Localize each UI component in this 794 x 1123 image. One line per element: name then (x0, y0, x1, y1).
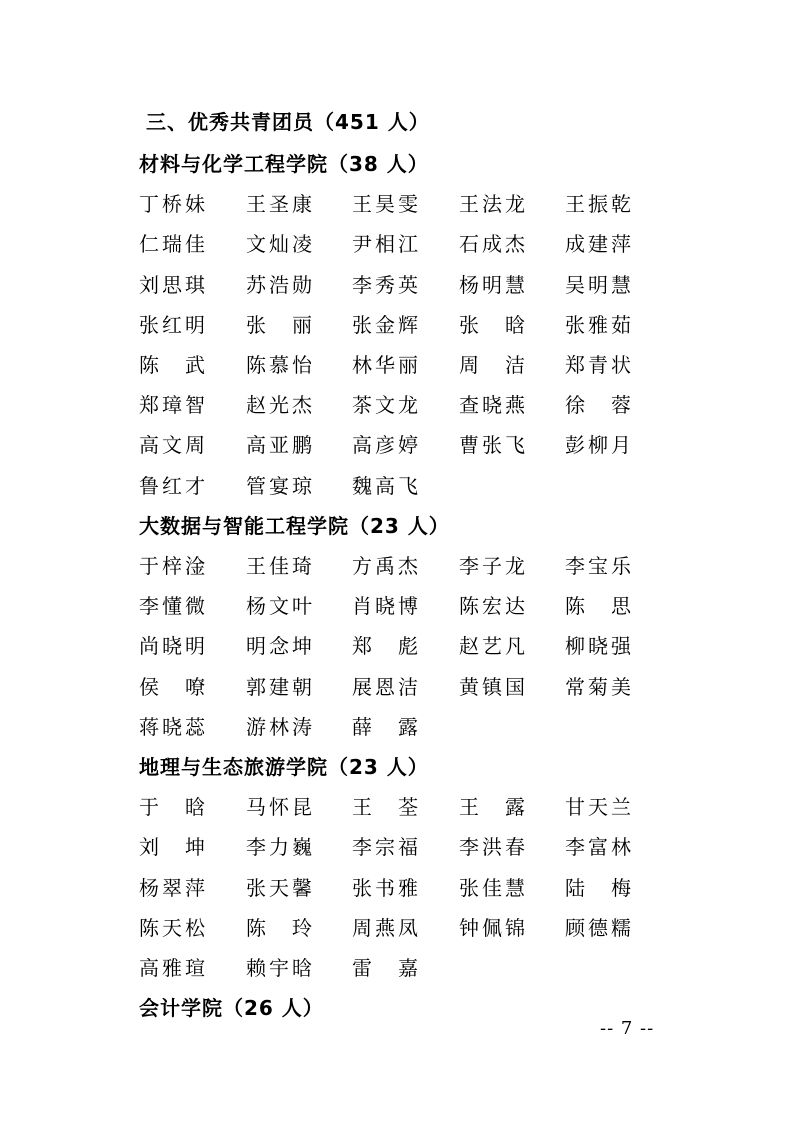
member-name: 王 露 (459, 795, 528, 820)
member-name: 王圣康 (246, 192, 315, 217)
member-name: 石成杰 (459, 232, 528, 257)
member-name: 马怀昆 (246, 795, 315, 820)
member-name: 杨明慧 (459, 272, 528, 297)
member-name: 顾德糯 (565, 915, 634, 940)
member-name: 李宝乐 (565, 554, 634, 578)
member-name: 黄镇国 (459, 674, 528, 699)
member-name: 高文周 (139, 433, 208, 458)
member-name: 张雅茹 (565, 312, 634, 337)
member-name: 郑璋智 (139, 393, 208, 418)
member-name: 陈 武 (139, 353, 208, 377)
member-name: 王佳琦 (246, 554, 315, 578)
member-name: 钟佩锦 (459, 915, 528, 940)
member-name: 方禹杰 (352, 554, 421, 578)
member-name: 郑 彪 (352, 634, 421, 659)
name-row (139, 349, 659, 379)
college-title: 材料与化学工程学院（38 人） (139, 152, 429, 176)
member-name: 于 晗 (139, 795, 208, 820)
member-name: 李懂微 (139, 594, 208, 619)
college-title: 会计学院（26 人） (139, 996, 324, 1021)
section-title: 三、优秀共青团员（451 人） (146, 110, 430, 134)
member-name: 陈天松 (139, 915, 208, 940)
member-name: 高雅瑄 (139, 956, 208, 980)
member-name: 彭柳月 (565, 433, 634, 458)
member-name: 陈慕怡 (246, 353, 315, 377)
member-name: 陈宏达 (459, 594, 528, 619)
member-name: 李宗福 (352, 835, 421, 860)
name-row (139, 630, 659, 660)
member-name: 曹张飞 (459, 433, 528, 458)
member-name: 李子龙 (459, 554, 528, 578)
member-name: 查晓燕 (459, 393, 528, 418)
college-title: 大数据与智能工程学院（23 人） (139, 513, 450, 538)
member-name: 王法龙 (459, 192, 528, 217)
name-row (139, 952, 659, 982)
member-name: 李力巍 (246, 835, 315, 860)
name-row (139, 872, 659, 902)
member-name: 尚晓明 (139, 634, 208, 659)
member-name: 赖宇晗 (246, 956, 315, 980)
member-name: 李富林 (565, 835, 634, 860)
name-row (139, 470, 659, 500)
member-name: 赵艺凡 (459, 634, 528, 659)
member-name: 管宴琼 (246, 473, 315, 498)
member-name: 雷 嘉 (352, 956, 421, 980)
member-name: 尹相江 (352, 232, 421, 257)
member-name: 蒋晓蕊 (139, 714, 208, 739)
member-name: 于梓淦 (139, 554, 208, 578)
member-name: 周 洁 (459, 353, 528, 377)
page-number: -- 7 -- (600, 1018, 655, 1039)
member-name: 赵光杰 (246, 393, 315, 418)
name-row (139, 309, 659, 339)
member-name: 张红明 (139, 312, 208, 337)
member-name: 陈 思 (565, 594, 634, 619)
member-name: 苏浩勋 (246, 272, 315, 297)
member-name: 刘思琪 (139, 272, 208, 297)
name-row (139, 550, 659, 580)
member-name: 展恩洁 (352, 674, 421, 699)
member-name: 李秀英 (352, 272, 421, 297)
member-name: 吴明慧 (565, 272, 634, 297)
member-name: 徐 蓉 (565, 393, 634, 418)
member-name: 侯 嘹 (139, 674, 208, 699)
member-name: 刘 坤 (139, 835, 208, 860)
name-row (139, 831, 659, 861)
member-name: 鲁红才 (139, 473, 208, 498)
member-name: 薛 露 (352, 714, 421, 739)
member-name: 张 晗 (459, 312, 528, 337)
member-name: 林华丽 (352, 353, 421, 377)
member-name: 茶文龙 (352, 393, 421, 418)
member-name: 王昊雯 (352, 192, 421, 217)
member-name: 魏高飞 (352, 473, 421, 498)
member-name: 周燕凤 (352, 915, 421, 940)
member-name: 李洪春 (459, 835, 528, 860)
member-name: 高亚鹏 (246, 433, 315, 458)
member-name: 杨翠萍 (139, 875, 208, 900)
member-name: 游林涛 (246, 714, 315, 739)
name-row (139, 389, 659, 419)
member-name: 明念坤 (246, 634, 315, 659)
member-name: 张天馨 (246, 875, 315, 900)
name-row (139, 671, 659, 701)
member-name: 张 丽 (246, 312, 315, 337)
member-name: 郑青状 (565, 353, 634, 377)
member-name: 肖晓博 (352, 594, 421, 619)
name-row (139, 228, 659, 258)
member-name: 高彦婷 (352, 433, 421, 458)
member-name: 甘天兰 (565, 795, 634, 820)
name-row (139, 912, 659, 942)
member-name: 仁瑞佳 (139, 232, 208, 257)
member-name: 王 荃 (352, 795, 421, 820)
member-name: 成建萍 (565, 232, 634, 257)
member-name: 杨文叶 (246, 594, 315, 619)
name-row (139, 188, 659, 218)
member-name: 陆 梅 (565, 875, 634, 900)
name-row (139, 429, 659, 459)
member-name: 常菊美 (565, 674, 634, 699)
name-row (139, 711, 659, 741)
member-name: 文灿凌 (246, 232, 315, 257)
name-row (139, 590, 659, 620)
member-name: 丁桥妹 (139, 192, 208, 217)
member-name: 陈 玲 (246, 915, 315, 940)
member-name: 王振乾 (565, 192, 634, 217)
college-title: 地理与生态旅游学院（23 人） (139, 755, 429, 779)
member-name: 张金辉 (352, 312, 421, 337)
member-name: 张佳慧 (459, 875, 528, 900)
name-row (139, 791, 659, 821)
member-name: 张书雅 (352, 875, 421, 900)
name-row (139, 269, 659, 299)
member-name: 郭建朝 (246, 674, 315, 699)
member-name: 柳晓强 (565, 634, 634, 659)
